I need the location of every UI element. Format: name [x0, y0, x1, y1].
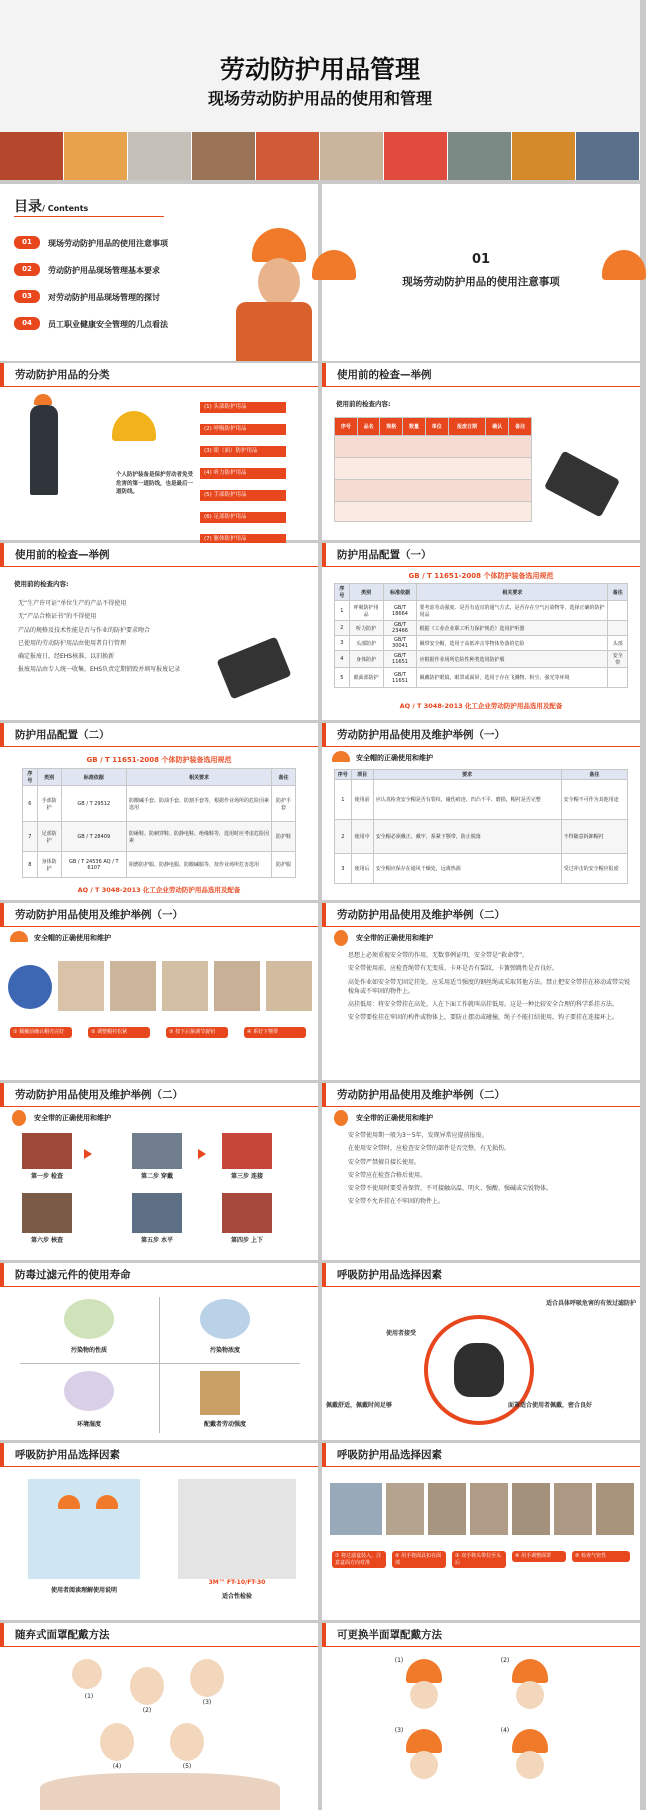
belt-item: 安全带不允许挂在不牢固的物件上。 — [348, 1198, 445, 1206]
belt-step-1: 第一步 检查 — [30, 1173, 64, 1180]
check-item: 确定报废日，经EHS核准，以旧换新 — [18, 653, 115, 661]
config-standard: GB / T 11651-2008 个体防护装备选用规范 — [86, 756, 232, 764]
filter-label-3: 环境湿度 — [76, 1421, 101, 1428]
hero-banner — [0, 0, 640, 180]
config-footnote: AQ / T 3048-2013 化工企业劳动防护用品选用及配备 — [77, 886, 241, 894]
mask-step-helmet-icon — [512, 1729, 548, 1753]
mask-mark: (1) — [394, 1657, 404, 1664]
helmet-photo-6 — [266, 961, 312, 1011]
slide-mask-half — [322, 1623, 640, 1810]
belt-item: 高挂低用：将安全带挂在高处，人在下面工作就叫高挂低用。这是一种比较安全合理的科学系挂方法。 — [348, 1001, 619, 1009]
belt-subtitle: 安全带的正确使用和维护 — [356, 934, 433, 942]
slide-check-table — [322, 363, 640, 540]
toc-title: 目录/ Contents — [14, 199, 89, 215]
mask-step-image — [410, 1751, 438, 1779]
resp-photo-2 — [386, 1483, 424, 1535]
helmet-icon — [332, 751, 350, 762]
belt-list — [348, 1131, 630, 1211]
classify-item: (4) 听力防护用品 — [200, 468, 286, 479]
classify-note: 个人防护装备是保护劳动者免受危害的第一道防线，也是最后一道防线。 — [116, 472, 194, 496]
belt-step-2: 第二步 穿戴 — [140, 1173, 174, 1180]
slide-title: 劳动防护用品使用及维护举例（一） — [0, 903, 318, 927]
helmet-step-2: ② 调整帽衬松紧 — [88, 1027, 150, 1038]
mask-mark: (4) — [500, 1727, 510, 1734]
slide-title: 呼吸防护用品选择因素 — [322, 1443, 640, 1467]
belt-photo-1 — [22, 1133, 72, 1169]
mask-mark: (5) — [182, 1763, 192, 1770]
mask-step-helmet-icon — [406, 1729, 442, 1753]
config-table: 序号 类别 标准依据 相关要求 备注 1 呼吸防护用品 GB/T 18664 要考虑劳动强度、是否有适宜的通气方式、是否存在空气污染物等，选择正确的防护用品 2 听力防护 GB/T 23466 根据《工业企业职工听力保护规范》选用护听器 3 头部防护 GB/T 30041 佩带安全帽，选用于高低冲击等物体坠落的危险 头部 4 身体防护 GB/T 11651 应根据作业场所危险性种类选用防护服 安全带 5 眼面部防护 GB/T 11651 佩戴防护眼镜、眼罩或面屏，选用于存在飞溅物、粉尘、强光等环境 — [334, 583, 628, 688]
manual-illustration — [28, 1479, 140, 1579]
belt-step-6: 第六步 核查 — [30, 1237, 64, 1244]
check-item: 报废用品由专人统一收集，EHS负责定期销毁并填写报废记录 — [18, 666, 181, 674]
arrow-right-icon — [84, 1149, 92, 1159]
tablet-image — [544, 450, 620, 517]
mask-mark: (2) — [500, 1657, 510, 1664]
belt-list — [348, 951, 630, 1027]
resp-photo-1 — [330, 1483, 382, 1535]
check-item: 无“产品合格证书”的不得使用 — [18, 613, 97, 621]
gas-mask-image — [454, 1343, 504, 1397]
mask-step-image — [516, 1681, 544, 1709]
slide-title: 使用前的检查—举例 — [322, 363, 640, 387]
resp-step-2: ② 用手将面具扣在面部 — [392, 1551, 446, 1568]
toc-num-1: 01 — [14, 236, 40, 249]
slide-title: 防护用品配置（二） — [0, 723, 318, 747]
belt-item: 思想上必须重视安全带的作用，无数事例证明，安全带是“救命带”。 — [348, 952, 529, 959]
belt-item: 安全带严禁擅自接长使用。 — [348, 1158, 421, 1166]
helmet-step-4: ④ 系好下颚带 — [244, 1027, 306, 1038]
toc-num-4: 04 — [14, 317, 40, 330]
belt-item: 安全带使用前，应检查绳带有无变质、卡环是否有裂纹，卡簧弹跳性是否良好。 — [348, 965, 559, 973]
slide-mask-disposable — [0, 1623, 318, 1810]
slide-helmet-steps — [0, 903, 318, 1080]
section-label: 现场劳动防护用品的使用注意事项 — [402, 276, 560, 288]
fit-test-model: 3M™ FT-10/FT-30 — [208, 1579, 266, 1586]
worker-body-image — [236, 302, 312, 361]
resp-photo-4 — [470, 1483, 508, 1535]
factor-label-1: 适合具体呼吸危害的有效过滤防护 — [545, 1300, 636, 1307]
toc-num-2: 02 — [14, 263, 40, 276]
classify-item: (7) 躯体防护用品 — [200, 534, 286, 545]
belt-item: 安全带不使用时要妥善保管，不可接触高温、明火、强酸、强碱或尖锐物体。 — [348, 1185, 553, 1193]
helmet-table: 序号 项目 要求 备注 1 使用前 应认真检查安全帽是否有裂纹、碰伤痕迹、凹凸不平、磨损，帽衬是否完整 安全帽不可作为其他用途 2 使用中 安全帽必须戴正、戴牢，系紧下颚带，防止脱落 不得随意拆卸帽衬 3 使用后 安全帽应保存在通风干燥处，远离热源 受过冲击的安全帽应报废 — [334, 769, 628, 884]
helmet-icon — [10, 931, 28, 942]
mask-step-image — [516, 1751, 544, 1779]
section-number: 01 — [471, 252, 491, 267]
pollutant-image — [64, 1299, 114, 1339]
mask-step-image — [190, 1659, 224, 1697]
resp-step-1: ① 将过滤盒装入，注意盒面方向对准 — [332, 1551, 386, 1568]
resp-photo-7 — [596, 1483, 634, 1535]
filter-label-4: 配戴者劳动强度 — [203, 1421, 246, 1428]
mask-step-helmet-icon — [406, 1659, 442, 1683]
belt-item: 在使用安全带时，应检查安全带的部件是否完整，有无损伤。 — [348, 1145, 511, 1153]
slide-title: 使用前的检查—举例 — [0, 543, 318, 567]
slide-check-list — [0, 543, 318, 720]
resp-step-3: ③ 双手将头带拉至头后 — [452, 1551, 506, 1568]
filter-label-2: 污染物浓度 — [209, 1347, 240, 1354]
slide-toc — [0, 184, 318, 361]
slide-resp-manual — [0, 1443, 318, 1620]
belt-step-5: 第五步 水平 — [140, 1237, 174, 1244]
slide-title: 劳动防护用品使用及维护举例（二） — [322, 903, 640, 927]
mask-mark: (2) — [142, 1707, 152, 1714]
slide-config-1 — [322, 543, 640, 720]
mask-mark: (1) — [84, 1693, 94, 1700]
slide-title: 劳动防护用品使用及维护举例（一） — [322, 723, 640, 747]
slide-section-01 — [322, 184, 640, 361]
hands-holding-image — [40, 1773, 280, 1810]
slide-helmet-table — [322, 723, 640, 900]
helmet-photo-1 — [8, 965, 52, 1009]
slide-filter-life — [0, 1263, 318, 1440]
harness-worker-image — [30, 405, 58, 495]
slide-resp-factors — [322, 1263, 640, 1440]
classify-item: (5) 手部防护用品 — [200, 490, 286, 501]
mask-mark: (4) — [112, 1763, 122, 1770]
mask-mark: (3) — [394, 1727, 404, 1734]
slide-title: 防护用品配置（一） — [322, 543, 640, 567]
concentration-image — [200, 1299, 250, 1339]
belt-step-4: 第四步 上下 — [230, 1237, 264, 1244]
helmet-step-3: ③ 按下后箍调节旋钮 — [166, 1027, 228, 1038]
fit-test-kit-image — [178, 1479, 296, 1579]
check-item: 无“生产许可证”单位生产的产品不得使用 — [18, 600, 127, 607]
harness-icon — [334, 930, 348, 946]
belt-item: 高处作业如安全带无固定挂处，应采用适当强度的钢丝绳或采取其他方法。禁止把安全带挂在移动或带尖锐棱角或不牢固的物件上。 — [348, 978, 631, 995]
belt-subtitle: 安全带的正确使用和维护 — [356, 1114, 433, 1122]
classify-item: (3) 眼（面）防护用品 — [200, 446, 286, 457]
workload-image — [200, 1371, 240, 1415]
mask-step-image — [170, 1723, 204, 1761]
toc-item-1[interactable]: 现场劳动防护用品的使用注意事项 — [48, 239, 168, 248]
mask-step-image — [410, 1681, 438, 1709]
belt-subtitle: 安全带的正确使用和维护 — [34, 1114, 111, 1122]
helmet-earmuff-image — [112, 411, 156, 441]
belt-step-3: 第三步 连接 — [230, 1173, 264, 1180]
classify-item: (2) 呼吸防护用品 — [200, 424, 286, 435]
fit-test-caption: 适合性检验 — [221, 1593, 252, 1600]
helmet-photo-5 — [214, 961, 260, 1011]
slide-config-2 — [0, 723, 318, 900]
resp-step-5: ⑤ 检查气密性 — [572, 1551, 630, 1562]
mask-mark: (3) — [202, 1699, 212, 1706]
resp-photo-3 — [428, 1483, 466, 1535]
slide-belt-text-2 — [322, 1083, 640, 1260]
toc-item-2[interactable]: 劳动防护用品现场管理基本要求 — [48, 266, 160, 275]
config-table: 序号 类别 标准依据 相关要求 备注 6 手部防护 GB / T 29512 防酸碱手套、防油手套、防割手套等，根据作业场所的危险因素选用 防护手套 7 足部防护 GB / T 28409 防砸鞋、防刺穿鞋、防静电鞋、绝缘鞋等，选用时应考虑危险因素 防护鞋 8 身体防护 GB / T 24536 AQ / T 6107 阻燃防护服、防静电服、防酸碱服等，按作业场所危害选用 防护服 — [22, 768, 296, 878]
belt-item: 安全带使用期一般为3～5年，发现异常应提前报废。 — [348, 1132, 488, 1139]
mask-step-image — [72, 1659, 102, 1689]
slide-title: 防毒过滤元件的使用寿命 — [0, 1263, 318, 1287]
toc-item-3[interactable]: 对劳动防护用品现场管理的探讨 — [48, 293, 160, 302]
manual-caption: 使用者阅读理解使用说明 — [50, 1587, 117, 1594]
mask-step-image — [130, 1667, 164, 1705]
slide-title: 呼吸防护用品选择因素 — [322, 1263, 640, 1287]
toc-num-3: 03 — [14, 290, 40, 303]
slide-belt-text — [322, 903, 640, 1080]
slide-title: 劳动防护用品使用及维护举例（二） — [322, 1083, 640, 1107]
config-standard: GB / T 11651-2008 个体防护装备选用规范 — [408, 572, 554, 580]
mask-step-helmet-icon — [512, 1659, 548, 1683]
belt-photo-5 — [132, 1193, 182, 1233]
slide-title: 呼吸防护用品选择因素 — [0, 1443, 318, 1467]
helmet-step-1: ① 佩戴前确认帽壳完好 — [10, 1027, 72, 1038]
helmet-photo-2 — [58, 961, 104, 1011]
factor-label-2: 使用者接受 — [385, 1330, 416, 1337]
belt-photo-4 — [222, 1193, 272, 1233]
mask-step-image — [100, 1723, 134, 1761]
toc-item-4[interactable]: 员工职业健康安全管理的几点看法 — [48, 320, 168, 329]
factor-label-3: 佩戴舒适，佩戴时间足够 — [326, 1402, 393, 1409]
belt-photo-3 — [222, 1133, 272, 1169]
worker-helmet-icon — [252, 228, 306, 262]
belt-item: 安全带要拴挂在牢固的构件或物体上，要防止摆动或碰撞，绳子不能打结使用，钩子要挂在连接环上。 — [348, 1014, 619, 1022]
helmet-subtitle: 安全帽的正确使用和维护 — [356, 754, 433, 762]
classify-item: (1) 头部防护用品 — [200, 402, 286, 413]
harness-worker-helmet-icon — [34, 394, 52, 405]
slide-title: 可更换半面罩配戴方法 — [322, 1623, 640, 1647]
helmet-subtitle: 安全帽的正确使用和维护 — [34, 934, 111, 942]
harness-icon — [12, 1110, 26, 1126]
check-subtitle: 使用前的检查内容: — [336, 400, 391, 408]
filter-label-1: 污染物的性质 — [70, 1347, 107, 1354]
config-footnote: AQ / T 3048-2013 化工企业劳动防护用品选用及配备 — [399, 702, 563, 710]
humidity-image — [64, 1371, 114, 1411]
belt-photo-2 — [132, 1133, 182, 1169]
check-item: 产品的规格及技术性能是否与作业的防护要求吻合 — [18, 626, 151, 634]
slide-classify — [0, 363, 318, 540]
hero-subtitle: 现场劳动防护用品的使用和管理 — [207, 89, 432, 108]
check-item: 已使用的劳动防护用品由使用者自行管理 — [18, 639, 127, 647]
helmet-photo-4 — [162, 961, 208, 1011]
slide-belt-steps — [0, 1083, 318, 1260]
belt-photo-6 — [22, 1193, 72, 1233]
hero-photo-strip — [0, 132, 640, 180]
helmet-photo-3 — [110, 961, 156, 1011]
check-list — [18, 599, 238, 679]
belt-item: 安全带应在检查合格后使用。 — [348, 1171, 427, 1179]
harness-icon — [334, 1110, 348, 1126]
resp-step-4: ④ 用手调整面罩 — [512, 1551, 566, 1562]
resp-photo-5 — [512, 1483, 550, 1535]
check-table: 序号 品名 规格 数量 单位 报废日期 确认 备注 — [334, 417, 532, 522]
slide-title: 随弃式面罩配戴方法 — [0, 1623, 318, 1647]
check-subtitle: 使用前的检查内容: — [14, 580, 69, 588]
worker-face-image — [258, 258, 300, 306]
slide-title: 劳动防护用品的分类 — [0, 363, 318, 387]
factor-label-4: 面罩适合使用者佩戴，密合良好 — [508, 1402, 593, 1409]
slide-title: 劳动防护用品使用及维护举例（二） — [0, 1083, 318, 1107]
hero-title: 劳动防护用品管理 — [219, 55, 420, 84]
arrow-right-icon — [198, 1149, 206, 1159]
resp-photo-6 — [554, 1483, 592, 1535]
classify-item: (6) 足部防护用品 — [200, 512, 286, 523]
slide-resp-steps — [322, 1443, 640, 1620]
